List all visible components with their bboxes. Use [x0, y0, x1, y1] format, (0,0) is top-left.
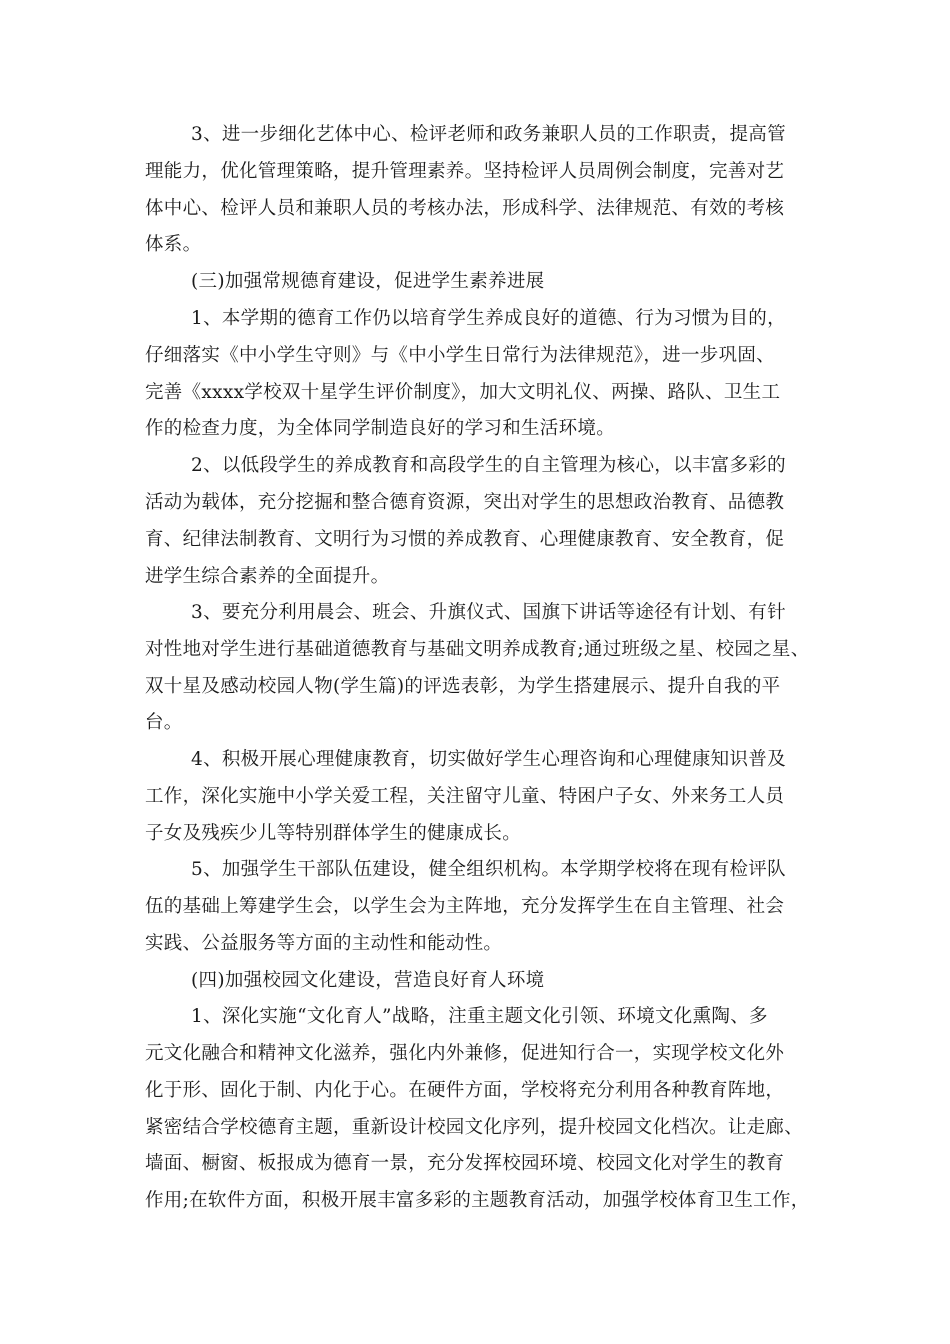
text-line: 体系。: [145, 234, 202, 255]
text-line: 紧密结合学校德育主题，重新设计校园文化序列，提升校园文化档次。让走廊、: [145, 1117, 804, 1138]
text-line: 理能力，优化管理策略，提升管理素养。坚持检评人员周例会制度，完善对艺: [145, 161, 785, 182]
text-line: 活动为载体，充分挖掘和整合德育资源，突出对学生的思想政治教育、品德教: [145, 492, 785, 513]
text-line: 作用;在软件方面，积极开展丰富多彩的主题教育活动，加强学校体育卫生工作，: [145, 1190, 810, 1211]
text-line: 伍的基础上筹建学生会，以学生会为主阵地，充分发挥学生在自主管理、社会: [145, 896, 785, 917]
text-line: 仔细落实《中小学生守则》与《中小学生日常行为法律规范》，进一步巩固、: [145, 345, 775, 366]
text-line: 1、本学期的德育工作仍以培育学生养成良好的道德、行为习惯为目的，: [191, 308, 786, 329]
text-line: 化于形、固化于制、内化于心。在硬件方面，学校将充分利用各种教育阵地，: [145, 1080, 785, 1101]
text-line: 2、以低段学生的养成教育和高段学生的自主管理为核心，以丰富多彩的: [191, 455, 786, 476]
text-line: 进学生综合素养的全面提升。: [145, 566, 390, 587]
text-line: 子女及残疾少儿等特别群体学生的健康成长。: [145, 823, 522, 844]
text-line: 双十星及感动校园人物(学生篇)的评选表彰，为学生搭建展示、提升自我的平: [145, 676, 781, 697]
text-line: 墙面、橱窗、板报成为德育一景，充分发挥校园环境、校园文化对学生的教育: [145, 1153, 785, 1174]
text-line: 5、加强学生干部队伍建设，健全组织机构。本学期学校将在现有检评队: [191, 859, 786, 880]
text-line: 实践、公益服务等方面的主动性和能动性。: [145, 933, 503, 954]
text-line: 3、进一步细化艺体中心、检评老师和政务兼职人员的工作职责，提高管: [191, 124, 786, 145]
text-line: 作的检查力度，为全体同学制造良好的学习和生活环境。: [145, 418, 616, 439]
text-line: 工作，深化实施中小学关爱工程，关注留守儿童、特困户子女、外来务工人员: [145, 786, 785, 807]
text-line: 对性地对学生进行基础道德教育与基础文明养成教育;通过班级之星、校园之星、: [145, 639, 810, 660]
section-heading: (四)加强校园文化建设，营造良好育人环境: [191, 970, 545, 991]
text-line: 台。: [145, 712, 183, 733]
text-line: 4、积极开展心理健康教育，切实做好学生心理咨询和心理健康知识普及: [191, 749, 786, 770]
text-line: 体中心、检评人员和兼职人员的考核办法，形成科学、法律规范、有效的考核: [145, 198, 785, 219]
section-heading: (三)加强常规德育建设，促进学生素养进展: [191, 271, 545, 292]
text-line: 3、要充分利用晨会、班会、升旗仪式、国旗下讲话等途径有计划、有针: [191, 602, 786, 623]
text-line: 完善《xxxx学校双十星学生评价制度》，加大文明礼仪、两操、路队、卫生工: [145, 382, 781, 403]
text-line: 1、深化实施“文化育人”战略，注重主题文化引领、环境文化熏陶、多: [191, 1006, 768, 1027]
text-line: 元文化融合和精神文化滋养，强化内外兼修，促进知行合一，实现学校文化外: [145, 1043, 785, 1064]
text-line: 育、纪律法制教育、文明行为习惯的养成教育、心理健康教育、安全教育，促: [145, 529, 785, 550]
